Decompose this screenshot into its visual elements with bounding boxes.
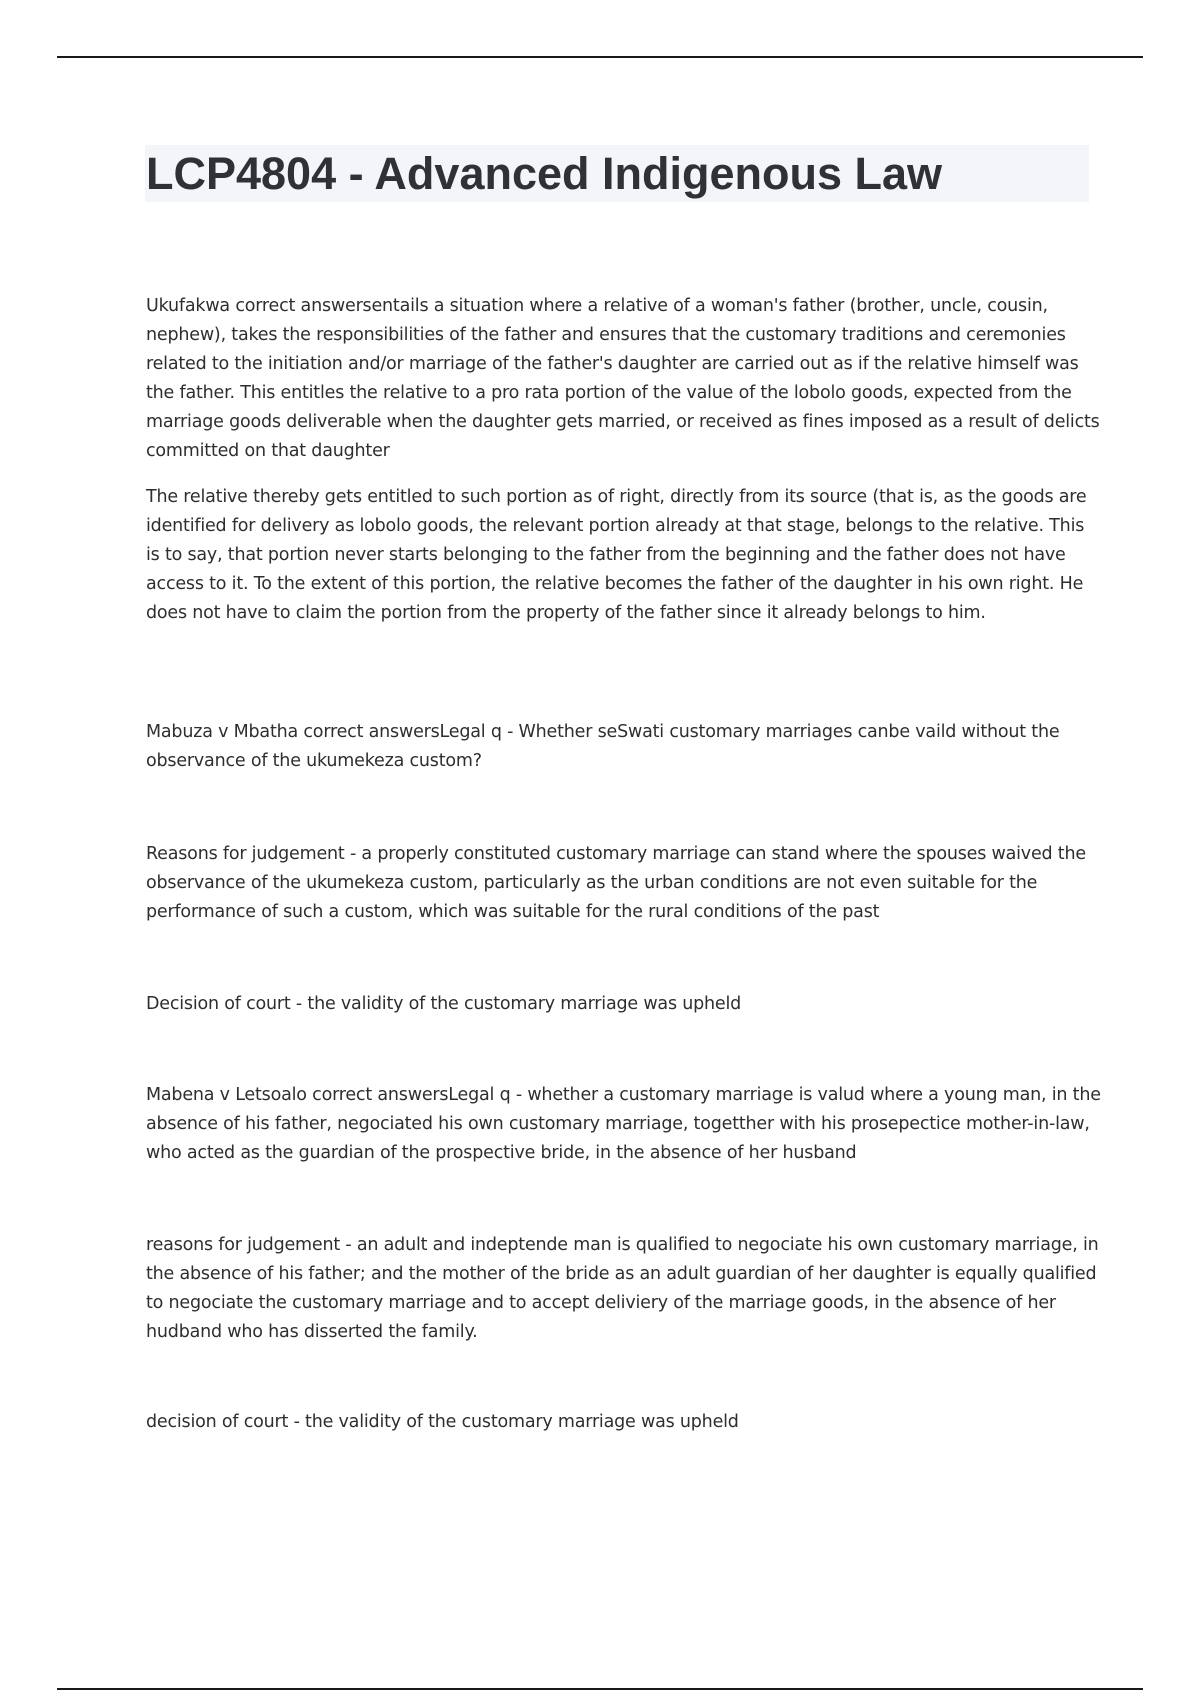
- paragraph-ukufakwa: Ukufakwa correct answersentails a situation where a relative of a woman's father (brother, uncle, cousin, nephew), takes the responsibilities of the father and ensures that the customary traditions and ceremonies related to the initiation and/or marriage of the father's daughter are carried out as if the relative himself was the father. This entitles the relative to a pro rata portion of the value of the lobolo goods, expected from the marriage goods deliverable when the daughter gets married, or received as fines imposed as a result of delicts committed on that daughter: [146, 296, 1100, 461]
- paragraph-mabena-reasons: reasons for judgement - an adult and indeptende man is qualified to negociate his own customary marriage, in the absence of his father; and the mother of the bride as an adult guardian of her daughter is equally qualified to negociate the customary marriage and to accept deliviery of the marriage goods, in the absence of her hudband who has disserted the family.: [146, 1235, 1099, 1342]
- paragraph-mabena-decision: decision of court - the validity of the customary marriage was upheld: [146, 1412, 739, 1432]
- bottom-divider: [57, 1688, 1143, 1690]
- paragraph-mabuza-legal-question: Mabuza v Mbatha correct answersLegal q - Whether seSwati customary marriages canbe vaild without the observance of the ukumekeza custom?: [146, 722, 1060, 771]
- paragraph-mabuza-reasons: Reasons for judgement - a properly constituted customary marriage can stand where the spouses waived the observance of the ukumekeza custom, particularly as the urban conditions are not even suitable for the performance of such a custom, which was suitable for the rural conditions of the past: [146, 844, 1086, 922]
- document-title: LCP4804 - Advanced Indigenous Law: [146, 148, 943, 199]
- top-divider: [57, 56, 1143, 58]
- paragraph-ukufakwa-continued: The relative thereby gets entitled to such portion as of right, directly from its source (that is, as the goods are identified for delivery as lobolo goods, the relevant portion already at that stage, belongs to the relative. This is to say, that portion never starts belonging to the father from the beginning and the father does not have access to it. To the extent of this portion, the relative becomes the father of the daughter in his own right. He does not have to claim the portion from the property of the father since it already belongs to him.: [146, 487, 1087, 623]
- paragraph-mabuza-decision: Decision of court - the validity of the customary marriage was upheld: [146, 994, 742, 1014]
- paragraph-mabena-legal-question: Mabena v Letsoalo correct answersLegal q - whether a customary marriage is valud where a young man, in the absence of his father, negociated his own customary marriage, togetther with his prosepectice mother-in-law, who acted as the guardian of the prospective bride, in the absence of her husband: [146, 1085, 1101, 1163]
